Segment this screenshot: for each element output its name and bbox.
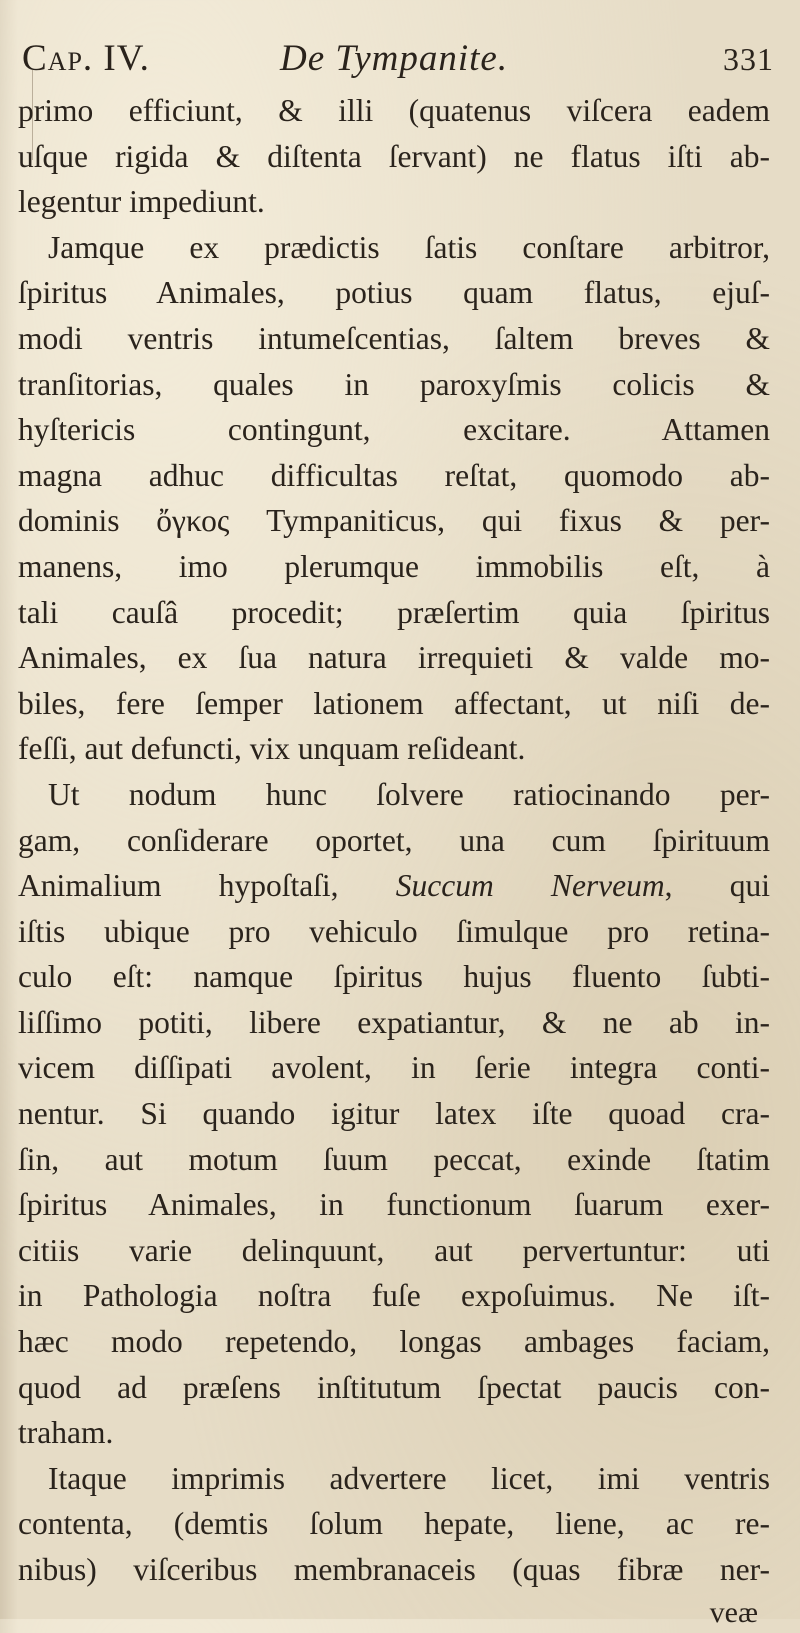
body-text <box>18 88 788 1593</box>
text-line: ſpiritus Animales, in functionum ſuarum exer- <box>18 1187 770 1223</box>
text-line: culo eſt: namque ſpiritus hujus fluento ſubti- <box>18 959 770 995</box>
text-line: nibus) viſceribus membranaceis (quas fibræ ner- <box>18 1552 770 1587</box>
text-line: Jamque ex prædictis ſatis conſtare arbitror, <box>48 229 770 265</box>
text-line: nentur. Si quando igitur latex iſte quoad cra- <box>18 1096 770 1132</box>
running-title: De Tympanite. <box>280 38 509 79</box>
text-line: hæc modo repetendo, longas ambages faciam, <box>18 1324 770 1360</box>
text-line: vicem diſſipati avolent, in ſerie integra conti- <box>18 1050 770 1086</box>
text-line: biles, fere ſemper lationem affectant, ut niſi de- <box>18 685 770 721</box>
text-line: feſſi, aut defuncti, vix unquam reſideant. <box>18 731 526 767</box>
text-line: ſin, aut motum ſuum peccat, exinde ſtatim <box>18 1141 770 1177</box>
text-line: hyſtericis contingunt, excitare. Attamen <box>18 412 770 448</box>
text-line: quod ad præſens inſtitutum ſpectat paucis con- <box>18 1369 770 1405</box>
text-line: traham. <box>18 1415 114 1451</box>
book-page <box>18 30 788 1629</box>
text-line: in Pathologia noſtra fuſe expoſuimus. Ne iſt- <box>18 1278 770 1314</box>
text-line: modi ventris intumeſcentias, ſaltem breves & <box>18 320 770 356</box>
text-line: iſtis ubique pro vehiculo ſimulque pro retina- <box>18 913 770 949</box>
text-line: tranſitorias, quales in paroxyſmis colicis & <box>18 366 770 402</box>
text-line: uſque rigida & diſtenta ſervant) ne flatus iſti ab- <box>18 138 770 174</box>
chapter-heading: Cap. IV. <box>22 38 150 79</box>
text-line: legentur impediunt. <box>18 184 265 220</box>
text-line: Ut nodum hunc ſolvere ratiocinando per- <box>48 776 770 812</box>
text-line: magna adhuc difficultas reſtat, quomodo ab- <box>18 457 770 493</box>
text-line: citiis varie delinquunt, aut pervertuntur: uti <box>18 1232 770 1268</box>
text-line: Itaque imprimis advertere licet, imi ventris <box>48 1460 770 1496</box>
text-line: primo efficiunt, & illi (quatenus viſcera eadem <box>18 93 770 128</box>
text-line: tali cauſâ procedit; præſertim quia ſpiritus <box>18 594 770 630</box>
page-number: 331 <box>723 41 774 77</box>
text-line: ſpiritus Animales, potius quam flatus, ejuſ- <box>18 275 770 311</box>
text-line: contenta, (demtis ſolum hepate, liene, ac re- <box>18 1506 770 1542</box>
text-line: liſſimo potiti, libere expatiantur, & ne ab in- <box>18 1004 770 1040</box>
running-header <box>18 30 788 88</box>
text-line: gam, conſiderare oportet, una cum ſpirituum <box>18 822 770 858</box>
text-line: dominis ὄγκος Tympaniticus, qui fixus & per- <box>18 503 770 539</box>
text-line: Animales, ex ſua natura irrequieti & valde mo- <box>18 640 770 676</box>
catchword: veæ <box>709 1595 758 1629</box>
text-line: manens, imo plerumque immobilis eſt, à <box>18 548 770 584</box>
text-line: Animalium hypoſtaſi, Succum Nerveum, qui <box>18 868 770 904</box>
